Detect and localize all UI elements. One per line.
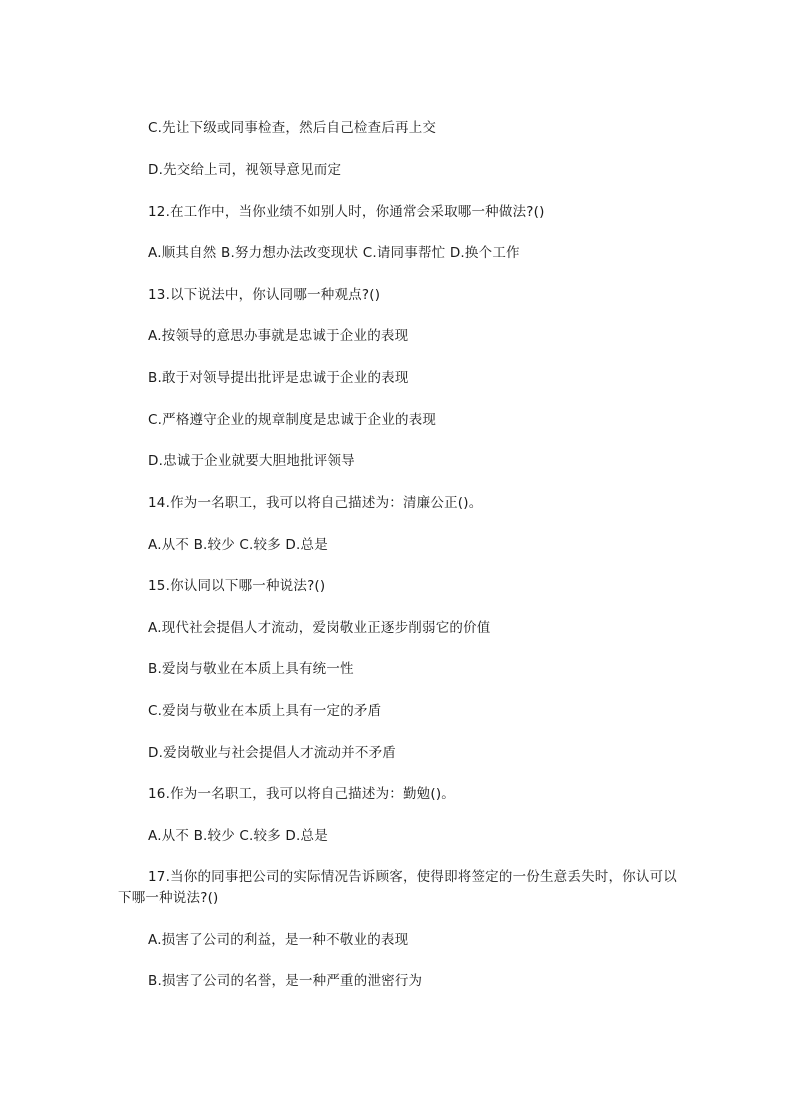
q13-option-d: D.忠诚于企业就要大胆地批评领导 — [148, 453, 355, 469]
q13-option-b: B.敢于对领导提出批评是忠诚于企业的表现 — [148, 370, 409, 386]
q15-option-d: D.爱岗敬业与社会提倡人才流动并不矛盾 — [148, 745, 396, 761]
q14-options: A.从不 B.较少 C.较多 D.总是 — [148, 537, 328, 553]
q15-question: 15.你认同以下哪一种说法?() — [148, 578, 326, 594]
q11-option-d: D.先交给上司，视领导意见而定 — [148, 162, 342, 178]
q15-option-b: B.爱岗与敬业在本质上具有统一性 — [148, 661, 354, 677]
q14-question: 14.作为一名职工，我可以将自己描述为：清廉公正()。 — [148, 495, 483, 511]
q13-option-a: A.按领导的意思办事就是忠诚于企业的表现 — [148, 328, 409, 344]
q17-option-b: B.损害了公司的名誉，是一种严重的泄密行为 — [148, 973, 423, 989]
q15-option-a: A.现代社会提倡人才流动，爱岗敬业正逐步削弱它的价值 — [148, 620, 491, 636]
q13-question: 13.以下说法中，你认同哪一种观点?() — [148, 287, 381, 303]
q12-question: 12.在工作中，当你业绩不如别人时，你通常会采取哪一种做法?() — [148, 204, 545, 220]
q13-option-c: C.严格遵守企业的规章制度是忠诚于企业的表现 — [148, 412, 437, 428]
q17-option-a: A.损害了公司的利益，是一种不敬业的表现 — [148, 932, 409, 948]
q16-question: 16.作为一名职工，我可以将自己描述为：勤勉()。 — [148, 786, 456, 802]
q12-options: A.顺其自然 B.努力想办法改变现状 C.请同事帮忙 D.换个工作 — [148, 245, 520, 261]
q15-option-c: C.爱岗与敬业在本质上具有一定的矛盾 — [148, 703, 382, 719]
q11-option-c: C.先让下级或同事检查，然后自己检查后再上交 — [148, 120, 437, 136]
q17-question: 17.当你的同事把公司的实际情况告诉顾客，使得即将签定的一份生意丢失时，你认可以下哪一种说法?() — [118, 869, 677, 906]
q16-options: A.从不 B.较少 C.较多 D.总是 — [148, 828, 328, 844]
